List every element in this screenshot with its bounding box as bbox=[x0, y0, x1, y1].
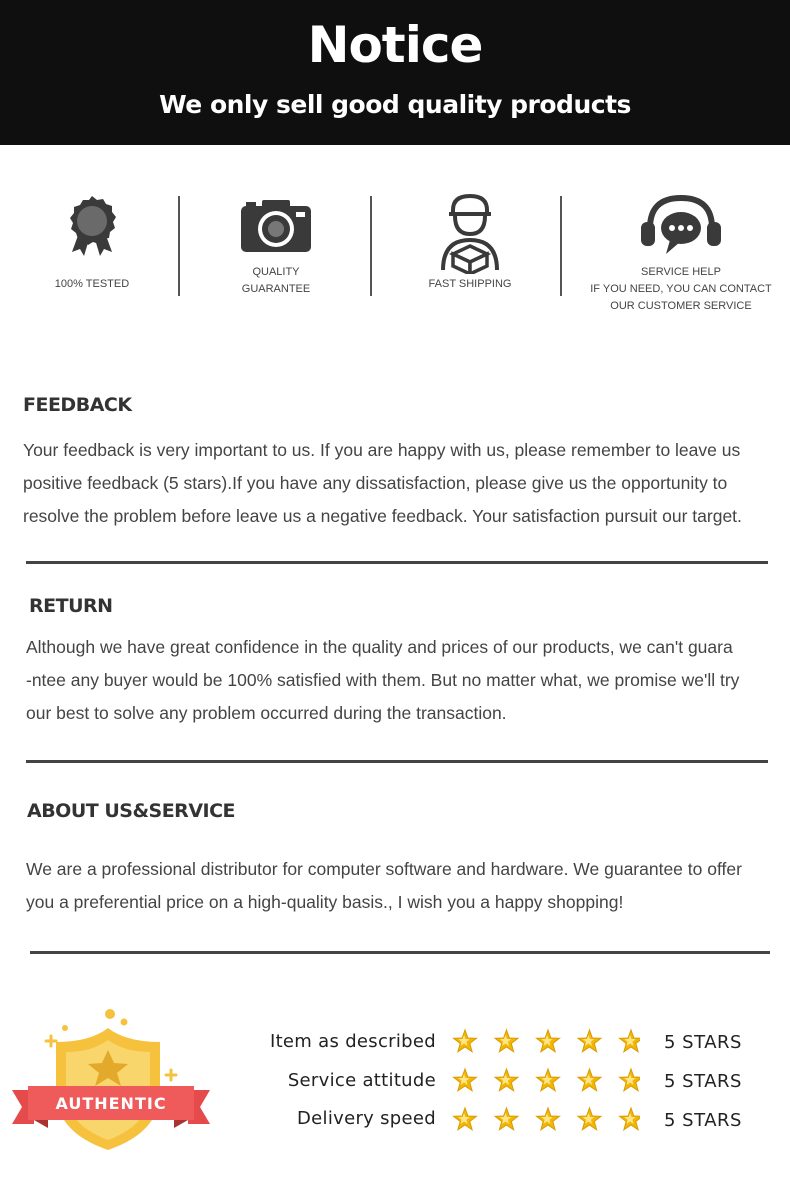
rating-value-item: 5 STARS bbox=[664, 1032, 742, 1053]
star-icon bbox=[575, 1066, 604, 1093]
feature-divider-3 bbox=[560, 196, 562, 296]
rating-label-item: Item as described bbox=[269, 1031, 436, 1052]
about-line-2: you a preferential price on a high-quality basis., I wish you a happy shopping! bbox=[26, 892, 624, 912]
authentic-badge bbox=[8, 1008, 214, 1154]
feature-tested-label: 100% TESTED bbox=[54, 278, 130, 290]
feature-service-line-3: OUR CUSTOMER SERVICE bbox=[610, 300, 752, 312]
rating-stars-delivery bbox=[450, 1105, 640, 1135]
star-icon bbox=[617, 1066, 640, 1093]
star-icon bbox=[534, 1105, 563, 1132]
return-text bbox=[26, 631, 739, 730]
feature-divider-1 bbox=[178, 196, 180, 296]
star-icon bbox=[492, 1027, 521, 1054]
star-icon bbox=[492, 1066, 521, 1093]
authentic-label: AUTHENTIC bbox=[55, 1094, 167, 1113]
return-line-3: our best to solve any problem occurred during the transaction. bbox=[26, 703, 507, 723]
feedback-line-1: Your feedback is very important to us. If you are happy with us, please remember to leave us bbox=[23, 440, 741, 460]
feature-quality-line-2: GUARANTEE bbox=[241, 283, 311, 295]
rating-label-delivery: Delivery speed bbox=[296, 1108, 436, 1129]
feature-quality bbox=[208, 196, 344, 298]
feature-tested bbox=[30, 194, 154, 293]
star-icon bbox=[492, 1105, 521, 1132]
star-icon bbox=[451, 1066, 480, 1093]
rating-label-service: Service attitude bbox=[287, 1070, 436, 1091]
return-line-2: -ntee any buyer would be 100% satisfied with them. But no matter what, we promise we'll try bbox=[26, 670, 740, 690]
page-title: Notice bbox=[307, 16, 483, 74]
star-icon bbox=[617, 1027, 640, 1054]
feature-shipping-label: FAST SHIPPING bbox=[428, 278, 512, 290]
about-line-1: We are a professional distributor for computer software and hardware. We guarantee to offer bbox=[26, 859, 742, 879]
feature-divider-2 bbox=[370, 196, 372, 296]
delivery-person-icon bbox=[437, 194, 503, 274]
star-icon bbox=[534, 1027, 563, 1054]
star-icon bbox=[534, 1066, 563, 1093]
about-title: ABOUT US&SERVICE bbox=[27, 800, 236, 822]
star-icon bbox=[575, 1105, 604, 1132]
headset-chat-icon bbox=[640, 194, 722, 264]
section-divider-1 bbox=[26, 561, 768, 564]
feature-shipping bbox=[404, 194, 536, 293]
about-text bbox=[26, 853, 742, 919]
feature-service bbox=[586, 194, 776, 315]
feedback-title: FEEDBACK bbox=[23, 394, 132, 416]
star-icon bbox=[451, 1105, 480, 1132]
star-icon bbox=[575, 1027, 604, 1054]
page-subtitle: We only sell good quality products bbox=[159, 90, 631, 119]
section-divider-3 bbox=[30, 951, 770, 954]
section-divider-2 bbox=[26, 760, 768, 763]
rating-stars-service bbox=[450, 1066, 640, 1096]
notice-header bbox=[0, 0, 790, 145]
feature-service-line-1: SERVICE HELP bbox=[641, 266, 721, 278]
star-icon bbox=[617, 1105, 640, 1132]
feature-service-line-2: IF YOU NEED, YOU CAN CONTACT bbox=[590, 283, 772, 295]
rating-value-delivery: 5 STARS bbox=[664, 1110, 742, 1131]
feedback-line-2: positive feedback (5 stars).If you have any dissatisfaction, please give us the opportunity to bbox=[23, 473, 728, 493]
award-badge-icon bbox=[62, 194, 122, 260]
camera-icon bbox=[238, 196, 314, 256]
return-title: RETURN bbox=[29, 595, 113, 617]
star-icon bbox=[451, 1027, 480, 1054]
rating-stars-item bbox=[450, 1027, 640, 1057]
feature-quality-line-1: QUALITY bbox=[252, 266, 300, 278]
return-line-1: Although we have great confidence in the quality and prices of our products, we can't guara bbox=[26, 637, 733, 657]
rating-value-service: 5 STARS bbox=[664, 1071, 742, 1092]
feedback-text bbox=[23, 434, 742, 533]
feedback-line-3: resolve the problem before leave us a negative feedback. Your satisfaction pursuit our target. bbox=[23, 506, 742, 526]
